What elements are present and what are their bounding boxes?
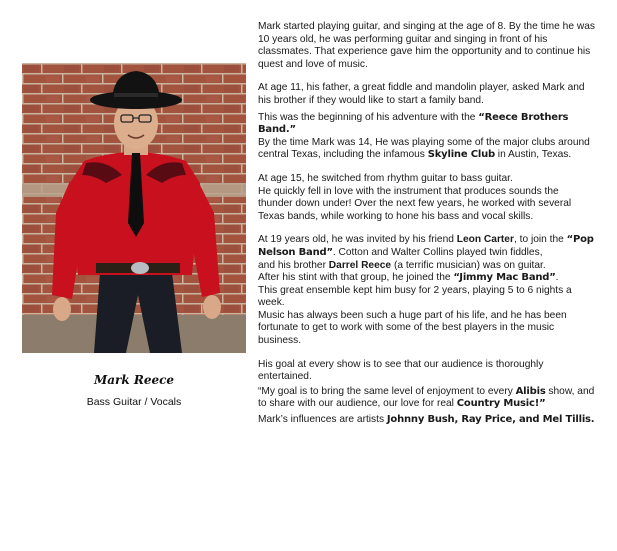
bio-paragraph: Music has always been such a huge part of his life, and he has been fortunate to get to work with some of the best players in the music business.	[258, 309, 567, 347]
bio-text: show, and to share with our audience, our love for real	[258, 385, 595, 410]
bio-paragraph	[258, 272, 596, 285]
bio-paragraph	[258, 414, 596, 427]
bio-paragraph: This great ensemble kept him busy for 2 years, playing 5 to 6 nights a week.	[258, 284, 572, 309]
venue-name: Alibis	[515, 385, 546, 397]
bio-paragraph: His goal at every show is to see that our audience is thoroughly entertained.	[258, 358, 544, 383]
bio-text: This was the beginning of his adventure with the	[258, 111, 479, 123]
influences: Johnny Bush, Ray Price, and Mel Tillis.	[386, 414, 595, 426]
bio-paragraph	[258, 112, 596, 137]
bio-text: .	[555, 272, 559, 284]
profile-role: Bass Guitar / Vocals	[86, 396, 182, 408]
bio-text: At 19 years old, he was invited by his friend	[258, 234, 457, 246]
friend-name: Leon Carter	[456, 234, 514, 246]
bio-paragraph: Mark started playing guitar, and singing at the age of 8. By the time he was 10 years old, he was performing guitar and singing in front of his classmates. That experience gave him the opportunity and to continue his quest and love of music.	[258, 21, 595, 70]
biography	[258, 21, 596, 427]
bio-paragraph	[258, 234, 596, 259]
portrait-image	[22, 63, 246, 353]
genre-name: Country Music!”	[456, 398, 546, 410]
bio-paragraph	[258, 260, 596, 273]
bio-paragraph: At age 11, his father, a great fiddle and mandolin player, asked Mark and his brother if they would like to start a family band.	[258, 82, 585, 106]
band-name: “Reece Brothers Band.”	[258, 111, 569, 136]
bio-text: By the time Mark was 14, He was playing some of the major clubs around central Texas, including the infamous	[258, 136, 590, 161]
bio-paragraph: At age 15, he switched from rhythm guitar to bass guitar. He quickly fell in love with the instrument that produces sounds the thunder down under! Over the next few years, he worked with several Texas bands, while working to hone his bass and vocal skills.	[258, 172, 572, 222]
bio-text: Mark’s influences are artists	[258, 414, 387, 426]
bio-paragraph	[258, 137, 596, 162]
bio-text: (a terrific musician) was on guitar.	[391, 259, 546, 271]
profile-name: Mark Reece	[93, 373, 175, 387]
bio-text: After his stint with that group, he joined the	[258, 272, 454, 284]
profile-photo	[22, 63, 246, 353]
band-name: “Pop Nelson Band”	[258, 234, 594, 258]
bio-text: . Cotton and Walter Collins played twin fiddles,	[332, 246, 543, 258]
club-name: Skyline Club	[427, 149, 495, 161]
bio-text: “My goal is to bring the same level of enjoyment to every	[258, 385, 516, 397]
brother-name: Darrel Reece	[328, 259, 392, 271]
bio-text: , to join the	[513, 234, 567, 246]
bio-text: in Austin, Texas.	[494, 149, 572, 161]
bio-paragraph	[258, 386, 596, 411]
band-name: “Jimmy Mac Band”	[453, 272, 556, 284]
bio-text: and his brother	[258, 259, 329, 271]
